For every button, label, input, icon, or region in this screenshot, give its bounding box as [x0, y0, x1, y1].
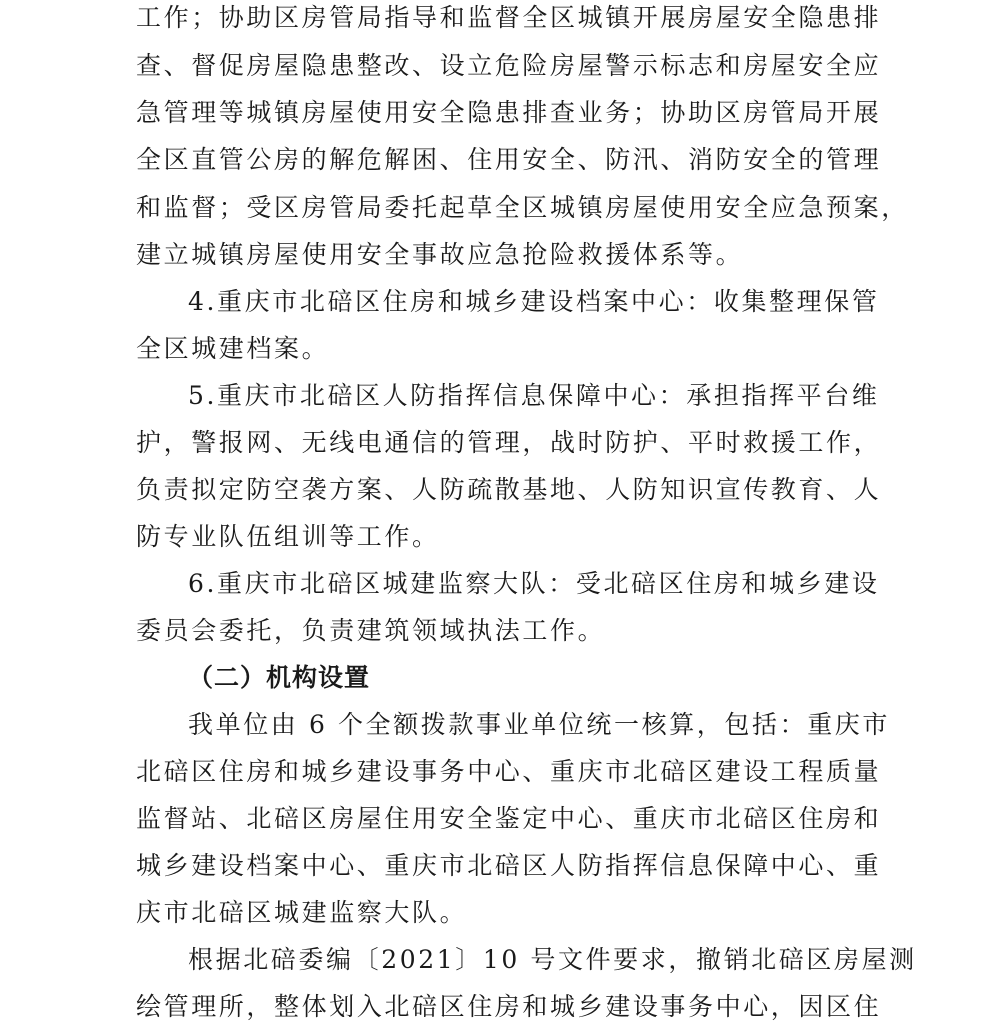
paragraph-line: 工作；协助区房管局指导和监督全区城镇开展房屋安全隐患排: [136, 3, 882, 32]
paragraph-line: 护，警报网、无线电通信的管理，战时防护、平时救援工作，: [136, 428, 882, 457]
paragraph-line: 防专业队伍组训等工作。: [136, 522, 440, 551]
paragraph-line: 全区直管公房的解危解困、住用安全、防汛、消防安全的管理: [136, 145, 882, 174]
paragraph-line: 城乡建设档案中心、重庆市北碚区人防指挥信息保障中心、重: [136, 851, 882, 880]
paragraph-line: 查、督促房屋隐患整改、设立危险房屋警示标志和房屋安全应: [136, 51, 882, 80]
paragraph-line: 负责拟定防空袭方案、人防疏散基地、人防知识宣传教育、人: [136, 475, 882, 504]
section-heading: （二）机构设置: [188, 663, 371, 692]
paragraph-line: 建立城镇房屋使用安全事故应急抢险救援体系等。: [136, 240, 744, 269]
paragraph-line: 我单位由 6 个全额拨款事业单位统一核算，包括：重庆市: [188, 710, 891, 739]
paragraph-line: 4.重庆市北碚区住房和城乡建设档案中心：收集整理保管: [188, 287, 880, 316]
paragraph-line: 和监督；受区房管局委托起草全区城镇房屋使用安全应急预案，: [136, 193, 909, 222]
paragraph-line: 根据北碚委编〔2021〕10 号文件要求，撤销北碚区房屋测: [188, 945, 917, 974]
paragraph-line: 委员会委托，负责建筑领域执法工作。: [136, 616, 606, 645]
paragraph-line: 监督站、北碚区房屋住用安全鉴定中心、重庆市北碚区住房和: [136, 804, 882, 833]
paragraph-line: 庆市北碚区城建监察大队。: [136, 898, 468, 927]
paragraph-line: 急管理等城镇房屋使用安全隐患排查业务；协助区房管局开展: [136, 98, 882, 127]
paragraph-line: 5.重庆市北碚区人防指挥信息保障中心：承担指挥平台维: [188, 381, 880, 410]
paragraph-line: 6.重庆市北碚区城建监察大队：受北碚区住房和城乡建设: [188, 569, 880, 598]
paragraph-line: 绘管理所，整体划入北碚区住房和城乡建设事务中心，因区住: [136, 992, 882, 1021]
paragraph-line: 全区城建档案。: [136, 334, 330, 363]
paragraph-line: 北碚区住房和城乡建设事务中心、重庆市北碚区建设工程质量: [136, 757, 882, 786]
